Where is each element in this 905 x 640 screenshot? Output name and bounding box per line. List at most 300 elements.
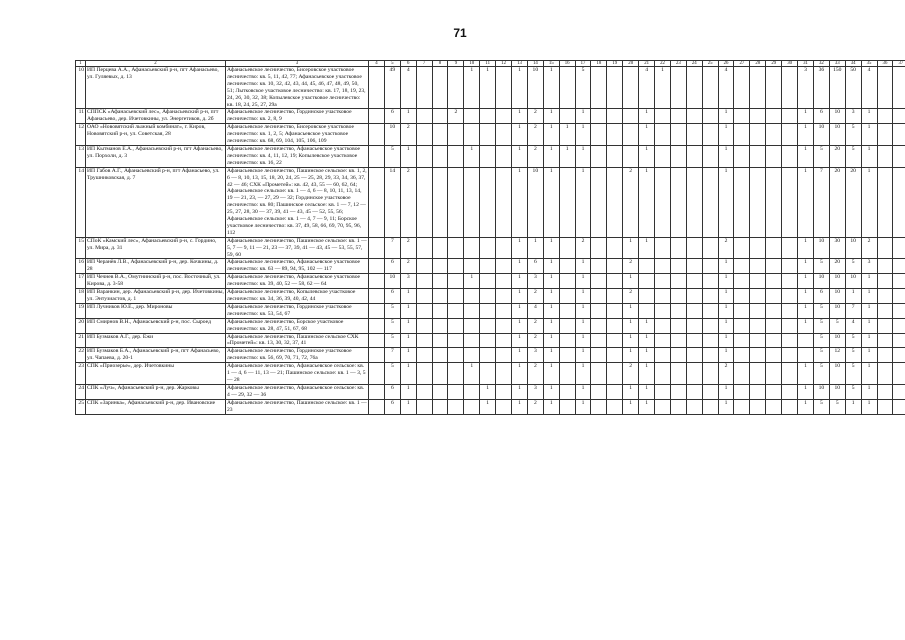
row-number: 23: [76, 363, 86, 385]
value-cell: [655, 384, 671, 399]
value-cell: [559, 333, 575, 348]
value-cell: [369, 348, 385, 363]
forest-district-cell: Афанасьевское лесничество, Бисеровское участковое лесничество: кв. 5, 11, 42, 77; Афанасьевское участковое лесничество: кв. 10, 32, 42, 43, 44, 45, 46, 47, 48, 49, 50, 51; Лытковское участковое лесничество: кв. 17, 18, 19, 23, 24, 26, 30, 32, 38; Копылевское участковое лесничество: кв. 18, 24, 25, 27, 29а: [226, 67, 369, 109]
value-cell: [686, 274, 702, 289]
value-cell: 20: [829, 259, 845, 274]
value-cell: 1: [559, 124, 575, 146]
value-cell: [559, 274, 575, 289]
value-cell: [464, 289, 480, 304]
value-cell: [591, 274, 607, 289]
value-cell: [702, 237, 718, 259]
value-cell: [766, 333, 782, 348]
value-cell: [702, 333, 718, 348]
value-cell: [686, 109, 702, 124]
value-cell: 1: [718, 348, 734, 363]
value-cell: 10: [384, 124, 400, 146]
value-cell: [591, 237, 607, 259]
value-cell: 2: [623, 289, 639, 304]
value-cell: [702, 259, 718, 274]
row-number: 21: [76, 333, 86, 348]
value-cell: [432, 109, 448, 124]
table-row: [76, 333, 905, 348]
value-cell: [750, 237, 766, 259]
value-cell: [702, 348, 718, 363]
value-cell: [670, 318, 686, 333]
value-cell: [448, 399, 464, 414]
value-cell: [655, 363, 671, 385]
value-cell: [655, 274, 671, 289]
table-row: [76, 303, 905, 318]
value-cell: 1: [798, 259, 814, 274]
value-cell: [369, 399, 385, 414]
value-cell: [686, 399, 702, 414]
value-cell: [496, 289, 512, 304]
table-row: [76, 124, 905, 146]
row-number: 16: [76, 259, 86, 274]
value-cell: [670, 384, 686, 399]
value-cell: 1: [543, 145, 559, 167]
value-cell: [877, 274, 893, 289]
value-cell: 1: [861, 145, 877, 167]
value-cell: 2: [448, 109, 464, 124]
value-cell: 10: [384, 274, 400, 289]
value-cell: [798, 333, 814, 348]
value-cell: [448, 363, 464, 385]
value-cell: 10: [527, 167, 543, 237]
value-cell: [559, 399, 575, 414]
table-row: [76, 363, 905, 385]
value-cell: [734, 384, 750, 399]
value-cell: 1: [512, 303, 528, 318]
value-cell: 1: [798, 124, 814, 146]
value-cell: [877, 167, 893, 237]
value-cell: 1: [400, 318, 416, 333]
value-cell: 6: [384, 399, 400, 414]
value-cell: [734, 124, 750, 146]
value-cell: [734, 274, 750, 289]
value-cell: 5: [384, 303, 400, 318]
value-cell: 1: [512, 274, 528, 289]
value-cell: [464, 167, 480, 237]
value-cell: [448, 67, 464, 109]
value-cell: [369, 333, 385, 348]
value-cell: [369, 109, 385, 124]
value-cell: [591, 259, 607, 274]
value-cell: [686, 333, 702, 348]
table-row: [76, 167, 905, 237]
column-number: 14: [527, 61, 543, 67]
value-cell: 1: [559, 145, 575, 167]
value-cell: [782, 348, 798, 363]
value-cell: 10: [829, 363, 845, 385]
owner-cell: ИП Чечнев В.А., Омутнинский р-н, пос. Восточный, ул. Кирова, д. 3-58: [86, 274, 226, 289]
value-cell: [416, 145, 432, 167]
value-cell: 1: [861, 167, 877, 237]
value-cell: [607, 274, 623, 289]
value-cell: [686, 318, 702, 333]
row-number: 18: [76, 289, 86, 304]
value-cell: [559, 348, 575, 363]
value-cell: [591, 124, 607, 146]
value-cell: 10: [813, 237, 829, 259]
value-cell: 1: [718, 289, 734, 304]
value-cell: [782, 274, 798, 289]
owner-cell: ИП Смирнов В.Н., Афанасьевский р-н, пос. Сыроед: [86, 318, 226, 333]
column-number: 12: [496, 61, 512, 67]
value-cell: [639, 289, 655, 304]
value-cell: [670, 167, 686, 237]
value-cell: [670, 109, 686, 124]
value-cell: [750, 145, 766, 167]
value-cell: [559, 109, 575, 124]
table-row: [76, 237, 905, 259]
value-cell: 4: [400, 67, 416, 109]
column-number: 3: [226, 61, 369, 67]
value-cell: [782, 363, 798, 385]
value-cell: 1: [400, 289, 416, 304]
column-number: 10: [464, 61, 480, 67]
value-cell: [559, 67, 575, 109]
value-cell: [607, 145, 623, 167]
value-cell: [607, 363, 623, 385]
column-number: 31: [798, 61, 814, 67]
value-cell: [750, 303, 766, 318]
value-cell: 3: [400, 274, 416, 289]
value-cell: [369, 274, 385, 289]
value-cell: [416, 124, 432, 146]
value-cell: 1: [718, 318, 734, 333]
value-cell: [734, 363, 750, 385]
value-cell: 1: [718, 384, 734, 399]
value-cell: 1: [718, 124, 734, 146]
value-cell: 1: [639, 363, 655, 385]
value-cell: [464, 303, 480, 318]
value-cell: [782, 318, 798, 333]
value-cell: 1: [798, 399, 814, 414]
value-cell: [607, 399, 623, 414]
value-cell: 2: [718, 237, 734, 259]
value-cell: 1: [639, 237, 655, 259]
value-cell: 2: [527, 145, 543, 167]
value-cell: [464, 318, 480, 333]
row-number: 10: [76, 67, 86, 109]
value-cell: [448, 348, 464, 363]
value-cell: [591, 333, 607, 348]
value-cell: [798, 348, 814, 363]
value-cell: [750, 109, 766, 124]
value-cell: [369, 384, 385, 399]
value-cell: 1: [845, 399, 861, 414]
value-cell: [877, 67, 893, 109]
value-cell: [877, 333, 893, 348]
value-cell: 1: [512, 259, 528, 274]
column-number: 32: [813, 61, 829, 67]
value-cell: 1: [575, 124, 591, 146]
value-cell: 4: [718, 67, 734, 109]
value-cell: [432, 124, 448, 146]
value-cell: [670, 399, 686, 414]
value-cell: [734, 289, 750, 304]
value-cell: 6: [384, 259, 400, 274]
value-cell: [734, 348, 750, 363]
value-cell: [464, 399, 480, 414]
value-cell: 1: [575, 399, 591, 414]
value-cell: 1: [480, 384, 496, 399]
value-cell: [432, 289, 448, 304]
value-cell: 2: [527, 399, 543, 414]
value-cell: 1: [512, 384, 528, 399]
value-cell: [766, 274, 782, 289]
value-cell: [893, 145, 905, 167]
value-cell: 1: [718, 167, 734, 237]
value-cell: [480, 145, 496, 167]
column-number: 16: [559, 61, 575, 67]
value-cell: [670, 303, 686, 318]
value-cell: 1: [861, 363, 877, 385]
value-cell: [480, 303, 496, 318]
owner-cell: СПК «Заринка», Афанасьевский р-н, дер. Ивановские: [86, 399, 226, 414]
value-cell: [432, 259, 448, 274]
value-cell: 5: [813, 145, 829, 167]
value-cell: 1: [512, 67, 528, 109]
value-cell: 6: [384, 384, 400, 399]
value-cell: 5: [813, 363, 829, 385]
value-cell: [655, 259, 671, 274]
column-number: 4: [369, 61, 385, 67]
value-cell: [670, 333, 686, 348]
value-cell: [369, 67, 385, 109]
value-cell: [670, 67, 686, 109]
value-cell: [766, 237, 782, 259]
value-cell: [480, 348, 496, 363]
value-cell: 2: [861, 237, 877, 259]
value-cell: [766, 384, 782, 399]
value-cell: 2: [575, 237, 591, 259]
value-cell: [766, 399, 782, 414]
column-number: 24: [686, 61, 702, 67]
value-cell: 3: [845, 109, 861, 124]
value-cell: 150: [829, 67, 845, 109]
value-cell: 1: [623, 237, 639, 259]
value-cell: [432, 237, 448, 259]
value-cell: 1: [861, 348, 877, 363]
table-row: [76, 259, 905, 274]
owner-cell: ИП Перцева А.А., Афанасьевский р-н, пгт Афанасьево, ул. Гуляевых, д. 13: [86, 67, 226, 109]
row-number: 14: [76, 167, 86, 237]
column-number: 19: [607, 61, 623, 67]
value-cell: [734, 303, 750, 318]
value-cell: 50: [845, 67, 861, 109]
column-number: 7: [416, 61, 432, 67]
column-number: 8: [432, 61, 448, 67]
value-cell: 5: [813, 348, 829, 363]
value-cell: [670, 124, 686, 146]
value-cell: [877, 363, 893, 385]
value-cell: [734, 259, 750, 274]
column-number: 17: [575, 61, 591, 67]
value-cell: [559, 318, 575, 333]
value-cell: 30: [829, 237, 845, 259]
value-cell: [702, 274, 718, 289]
value-cell: 3: [861, 259, 877, 274]
owner-cell: ИП Кытманов Е.А., Афанасьевский р-н, пгт Афанасьево, ул. Порхоли, д. 3: [86, 145, 226, 167]
value-cell: [480, 333, 496, 348]
value-cell: [766, 109, 782, 124]
value-cell: [369, 124, 385, 146]
value-cell: [655, 237, 671, 259]
value-cell: 1: [512, 124, 528, 146]
value-cell: [416, 237, 432, 259]
value-cell: [655, 124, 671, 146]
value-cell: [464, 109, 480, 124]
value-cell: [877, 259, 893, 274]
table-body: [76, 67, 905, 415]
value-cell: [686, 289, 702, 304]
table-row: [76, 289, 905, 304]
value-cell: 5: [829, 318, 845, 333]
value-cell: [623, 67, 639, 109]
value-cell: [782, 399, 798, 414]
value-cell: [766, 67, 782, 109]
value-cell: 12: [829, 348, 845, 363]
value-cell: [893, 318, 905, 333]
column-number: 1: [76, 61, 86, 67]
value-cell: 5: [845, 363, 861, 385]
value-cell: [416, 289, 432, 304]
value-cell: 1: [718, 399, 734, 414]
value-cell: 2: [718, 363, 734, 385]
value-cell: [686, 124, 702, 146]
column-number: 27: [734, 61, 750, 67]
value-cell: 3: [527, 274, 543, 289]
value-cell: [766, 167, 782, 237]
forest-register-table: [75, 60, 905, 415]
value-cell: [496, 333, 512, 348]
value-cell: 7: [384, 348, 400, 363]
value-cell: [893, 289, 905, 304]
value-cell: [655, 109, 671, 124]
value-cell: [877, 399, 893, 414]
value-cell: [893, 384, 905, 399]
value-cell: 1: [639, 348, 655, 363]
value-cell: 1: [480, 67, 496, 109]
value-cell: 1: [845, 289, 861, 304]
column-number: 36: [877, 61, 893, 67]
value-cell: [448, 289, 464, 304]
value-cell: [496, 259, 512, 274]
value-cell: [750, 274, 766, 289]
value-cell: [480, 274, 496, 289]
value-cell: 3: [527, 348, 543, 363]
value-cell: [448, 274, 464, 289]
column-number: 33: [829, 61, 845, 67]
value-cell: [480, 259, 496, 274]
value-cell: [496, 124, 512, 146]
value-cell: 1: [861, 333, 877, 348]
value-cell: [782, 237, 798, 259]
value-cell: 1: [623, 274, 639, 289]
value-cell: [480, 237, 496, 259]
value-cell: 1: [400, 348, 416, 363]
value-cell: 1: [543, 259, 559, 274]
value-cell: 1: [575, 303, 591, 318]
value-cell: 1: [861, 399, 877, 414]
row-number: 24: [76, 384, 86, 399]
value-cell: 1: [639, 145, 655, 167]
value-cell: 1: [464, 274, 480, 289]
value-cell: [496, 318, 512, 333]
table-row: [76, 274, 905, 289]
value-cell: 3: [798, 67, 814, 109]
value-cell: [734, 67, 750, 109]
value-cell: 1: [543, 109, 559, 124]
value-cell: 1: [512, 145, 528, 167]
forest-district-cell: Афанасьевское лесничество, Гординское участковое лесничество: кв. 56, 69, 70, 71, 72, 76а: [226, 348, 369, 363]
value-cell: [496, 363, 512, 385]
value-cell: [369, 289, 385, 304]
value-cell: [877, 289, 893, 304]
value-cell: [607, 384, 623, 399]
value-cell: [448, 124, 464, 146]
column-number: 34: [845, 61, 861, 67]
column-number: 26: [718, 61, 734, 67]
value-cell: 1: [639, 109, 655, 124]
value-cell: 20: [845, 167, 861, 237]
owner-cell: ИП Варанкин, дер. Афанасьевский р-н, дер. Ичетовкины, ул. Энтузиастов, д. 1: [87, 289, 224, 302]
value-cell: [432, 333, 448, 348]
table-row: [76, 109, 905, 124]
value-cell: [607, 67, 623, 109]
value-cell: 1: [527, 237, 543, 259]
value-cell: [369, 259, 385, 274]
value-cell: 5: [845, 259, 861, 274]
value-cell: [893, 333, 905, 348]
value-cell: [702, 109, 718, 124]
value-cell: 2: [527, 318, 543, 333]
value-cell: [448, 318, 464, 333]
value-cell: [766, 289, 782, 304]
value-cell: [655, 318, 671, 333]
value-cell: [464, 384, 480, 399]
value-cell: [877, 145, 893, 167]
value-cell: [480, 318, 496, 333]
value-cell: [893, 167, 905, 237]
value-cell: [734, 237, 750, 259]
column-number: 6: [400, 61, 416, 67]
value-cell: [496, 237, 512, 259]
value-cell: [416, 274, 432, 289]
value-cell: [782, 109, 798, 124]
column-number: 30: [782, 61, 798, 67]
value-cell: 1: [798, 318, 814, 333]
table-row: [76, 318, 905, 333]
value-cell: 10: [813, 384, 829, 399]
value-cell: 1: [575, 145, 591, 167]
value-cell: [591, 303, 607, 318]
value-cell: [639, 303, 655, 318]
value-cell: [416, 399, 432, 414]
value-cell: [670, 289, 686, 304]
value-cell: [591, 363, 607, 385]
value-cell: 1: [575, 274, 591, 289]
value-cell: 2: [400, 167, 416, 237]
value-cell: 49: [384, 67, 400, 109]
value-cell: [623, 124, 639, 146]
value-cell: 1: [575, 109, 591, 124]
value-cell: [432, 348, 448, 363]
value-cell: [416, 303, 432, 318]
value-cell: [750, 318, 766, 333]
